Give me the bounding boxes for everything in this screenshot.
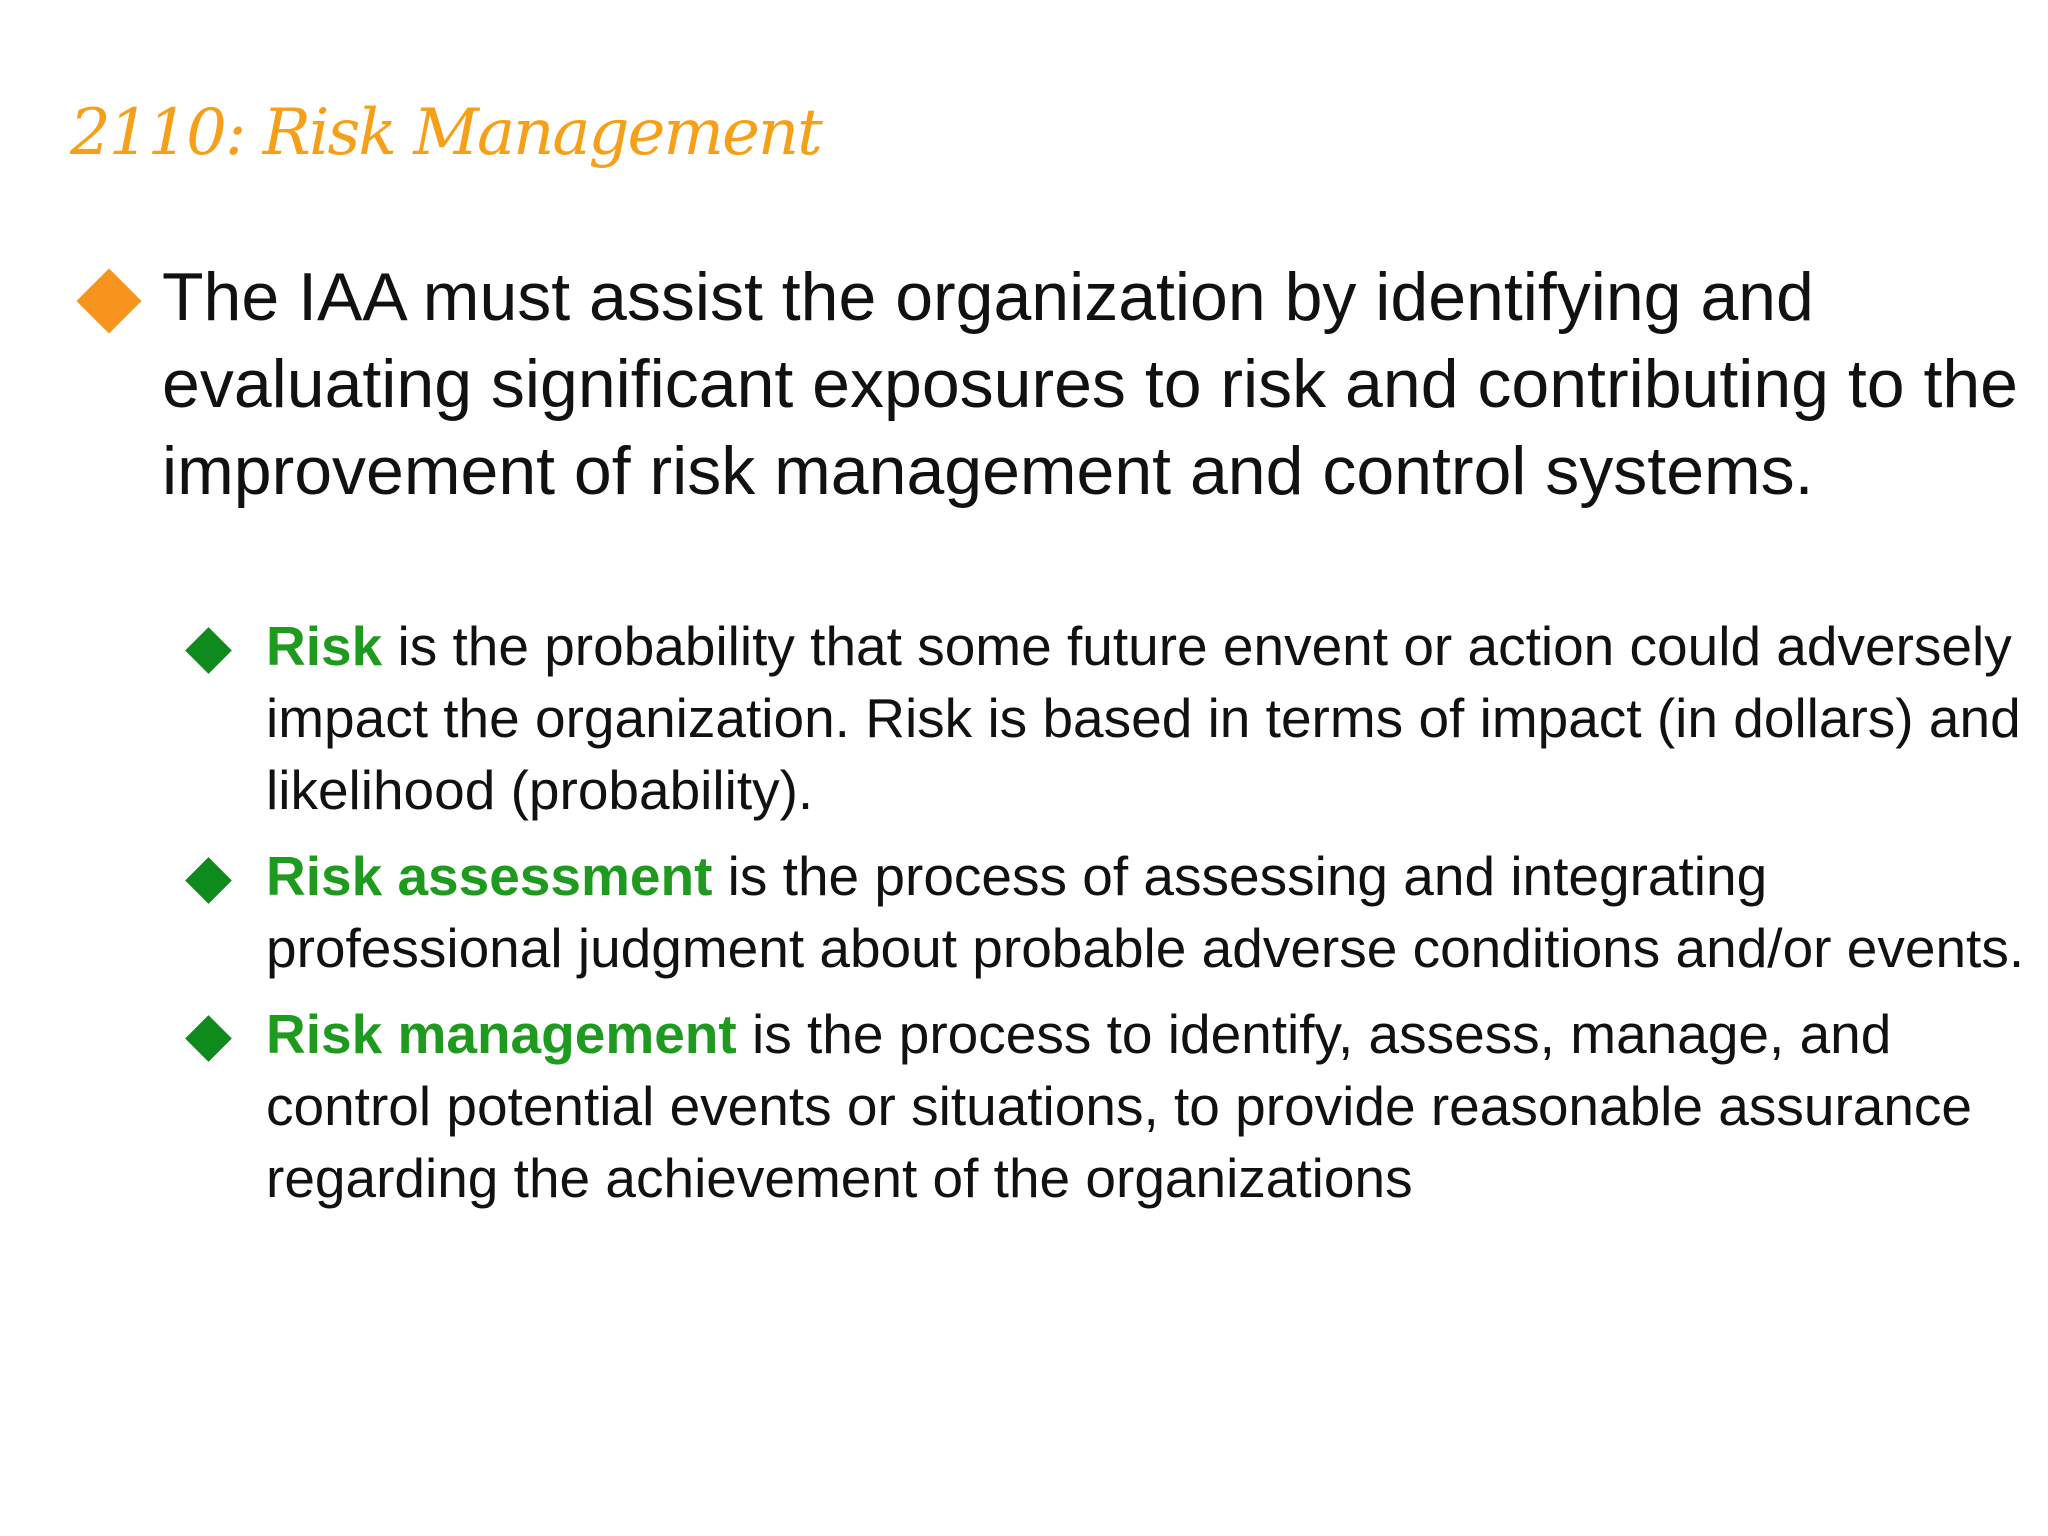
green-diamond-bullet-icon [185, 627, 232, 674]
definition-term: Risk [266, 615, 383, 677]
main-bullet-text: The IAA must assist the organization by identifying and evaluating significant exposures to risk and contributing to the improvement of risk management and control systems. [162, 259, 2018, 509]
definition-risk-management [180, 998, 2040, 1214]
definition-text [266, 840, 2026, 984]
definition-body: is the process to identify, assess, manage, and control potential events or situations, to provide reasonable assurance regarding the achievement of the organizations [266, 1003, 1973, 1209]
definition-body: is the probability that some future envent or action could adversely impact the organization. Risk is based in terms of impact (in dollars) and likelihood (probability). [266, 615, 2021, 821]
green-diamond-bullet-icon [185, 1015, 232, 1062]
definition-risk [180, 610, 2040, 826]
definition-risk-assessment [180, 840, 2040, 984]
definition-text [266, 610, 2026, 826]
main-bullet-point [70, 254, 2018, 515]
definition-term: Risk management [266, 1003, 737, 1065]
green-diamond-bullet-icon [185, 857, 232, 904]
slide-title: 2110: Risk Management [70, 96, 821, 170]
definition-body: is the process of assessing and integrating professional judgment about probable adverse conditions and/or events. [266, 845, 2025, 979]
definition-text [266, 998, 2026, 1214]
definition-term: Risk assessment [266, 845, 713, 907]
orange-diamond-bullet-icon [76, 268, 141, 333]
definitions-list [180, 610, 2040, 1228]
